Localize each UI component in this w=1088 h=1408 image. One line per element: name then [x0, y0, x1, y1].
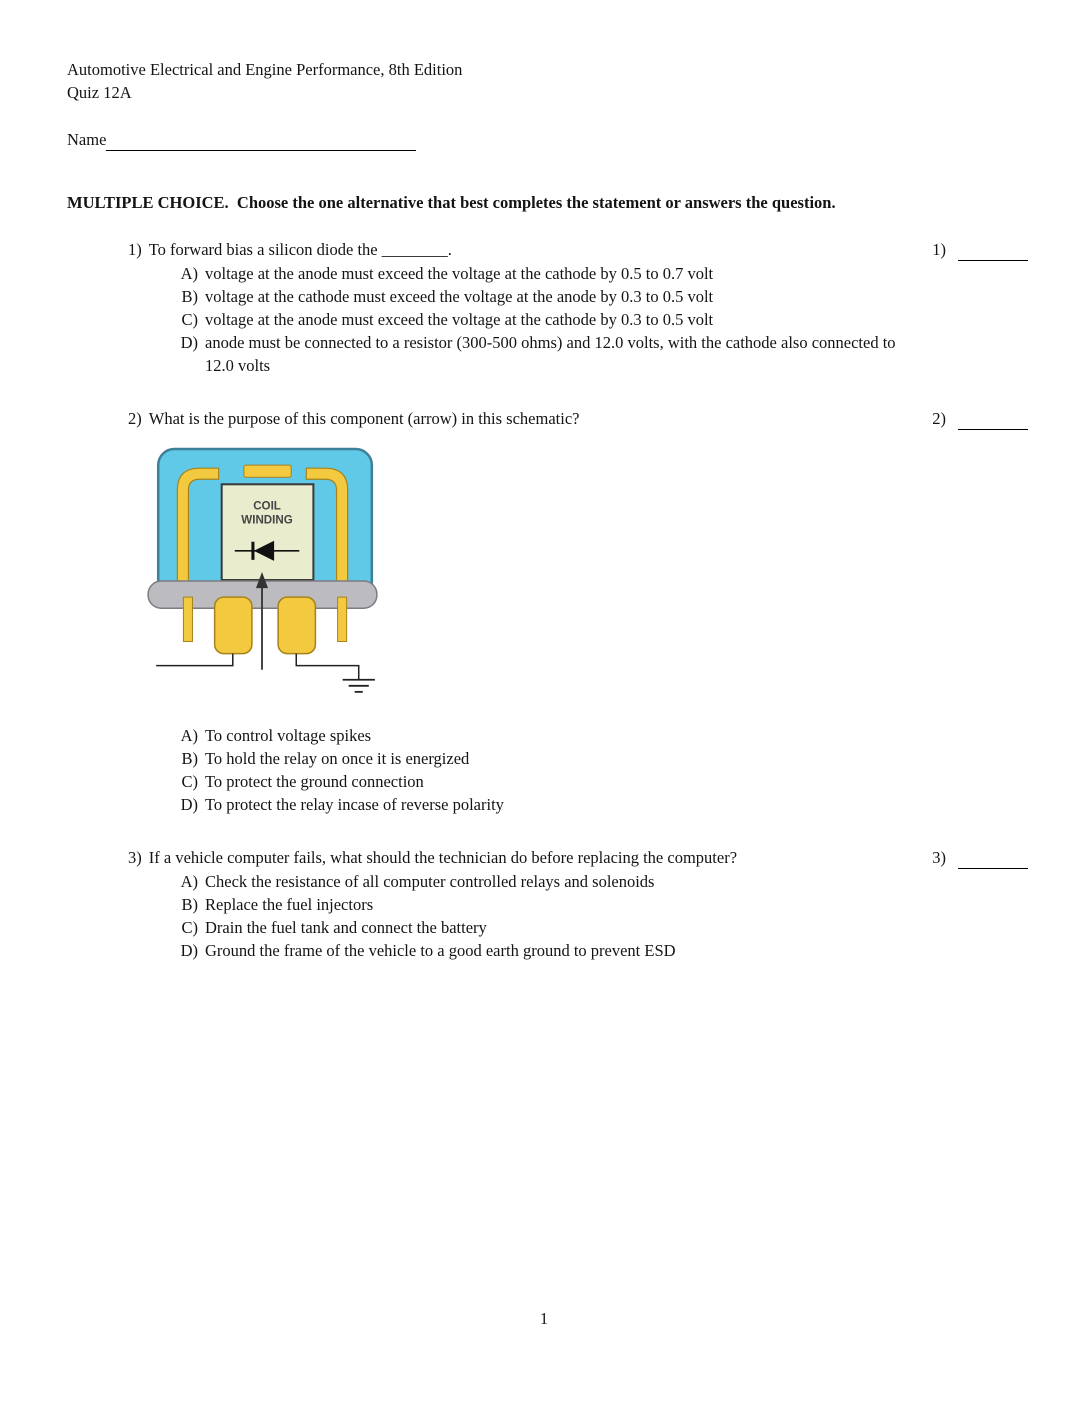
option-row: [172, 893, 1028, 916]
option-row: [172, 939, 1028, 962]
page-header: [67, 58, 1088, 104]
question-text: If a vehicle computer fails, what should the technician do before replacing the computer?: [148, 848, 738, 867]
option-text: voltage at the anode must exceed the voltage at the cathode by 0.3 to 0.5 volt: [205, 310, 714, 329]
ground-symbol: [343, 680, 375, 692]
answer-number: 1): [932, 240, 946, 259]
thin-terminal-pin-right: [338, 597, 347, 641]
option-row: [172, 747, 1028, 770]
option-label: A): [180, 264, 198, 283]
question-3-options: [172, 870, 1028, 962]
question-1-row: [128, 238, 1028, 261]
answer-number: 2): [932, 409, 946, 428]
option-text: To protect the relay incase of reverse polarity: [205, 795, 504, 814]
book-title: Automotive Electrical and Engine Performance, 8th Edition: [67, 60, 463, 79]
relay-diagram: [144, 446, 381, 710]
wire-right: [296, 654, 358, 680]
question-1: [128, 238, 1028, 377]
answer-underline: [958, 850, 1028, 869]
option-label: A): [180, 872, 198, 891]
question-2-options: [172, 724, 1028, 816]
option-text: Check the resistance of all computer controlled relays and solenoids: [205, 872, 655, 891]
option-label: C): [181, 310, 198, 329]
instructions-text: MULTIPLE CHOICE. Choose the one alternative that best completes the statement or answers the question.: [67, 193, 836, 212]
option-text: To control voltage spikes: [205, 726, 372, 745]
option-row: [172, 793, 1028, 816]
relay-top-contact: [244, 465, 291, 477]
question-text: To forward bias a silicon diode the ________.: [148, 240, 452, 259]
option-row: [172, 724, 1028, 747]
option-label: C): [181, 918, 198, 937]
option-label: D): [180, 795, 198, 814]
option-label: B): [181, 895, 198, 914]
question-number: 2): [128, 409, 142, 428]
terminal-right: [278, 597, 315, 653]
name-underline: [106, 132, 416, 151]
answer-slot: [932, 846, 1028, 869]
question-text: What is the purpose of this component (arrow) in this schematic?: [148, 409, 580, 428]
option-label: A): [180, 726, 198, 745]
question-3: [128, 846, 1028, 962]
answer-slot: [932, 407, 1028, 430]
option-text: Drain the fuel tank and connect the battery: [205, 918, 487, 937]
coil-winding-label-line2: WINDING: [241, 514, 293, 527]
option-label: D): [180, 941, 198, 960]
option-row: [172, 308, 1028, 331]
option-label: B): [181, 287, 198, 306]
question-1-options: [172, 262, 1028, 377]
option-label: D): [180, 333, 198, 352]
answer-slot: [932, 238, 1028, 261]
coil-winding-label-line1: COIL: [253, 500, 281, 513]
terminal-left: [215, 597, 252, 653]
option-text: To protect the ground connection: [205, 772, 424, 791]
option-text: anode must be connected to a resistor (300-500 ohms) and 12.0 volts, with the cathode also connected to 12.0 volts: [205, 333, 896, 375]
wire-left: [156, 654, 233, 666]
thin-terminal-pin-left: [183, 597, 192, 641]
question-number: 1): [128, 240, 142, 259]
option-text: Replace the fuel injectors: [205, 895, 374, 914]
option-row: [172, 770, 1028, 793]
option-row: [172, 262, 1028, 285]
option-text: voltage at the cathode must exceed the voltage at the anode by 0.3 to 0.5 volt: [205, 287, 714, 306]
option-text: To hold the relay on once it is energized: [205, 749, 470, 768]
answer-number: 3): [932, 848, 946, 867]
option-text: voltage at the anode must exceed the voltage at the cathode by 0.5 to 0.7 volt: [205, 264, 714, 283]
name-row: [67, 128, 1088, 151]
question-2-row: [128, 407, 1028, 430]
answer-underline: [958, 242, 1028, 261]
option-label: B): [181, 749, 198, 768]
page-number: 1: [539, 1309, 549, 1328]
question-number: 3): [128, 848, 142, 867]
option-label: C): [181, 772, 198, 791]
option-row: [172, 331, 1028, 377]
coil-winding-box: [222, 484, 314, 580]
option-text: Ground the frame of the vehicle to a good earth ground to prevent ESD: [205, 941, 676, 960]
question-2: [128, 407, 1028, 816]
question-3-row: [128, 846, 1028, 869]
pointer-arrow: [256, 572, 268, 670]
answer-underline: [958, 411, 1028, 430]
option-row: [172, 285, 1028, 308]
name-label: Name: [67, 130, 107, 149]
quiz-title: Quiz 12A: [67, 83, 132, 102]
relay-diagram-figure: [144, 446, 1028, 710]
option-row: [172, 916, 1028, 939]
option-row: [172, 870, 1028, 893]
